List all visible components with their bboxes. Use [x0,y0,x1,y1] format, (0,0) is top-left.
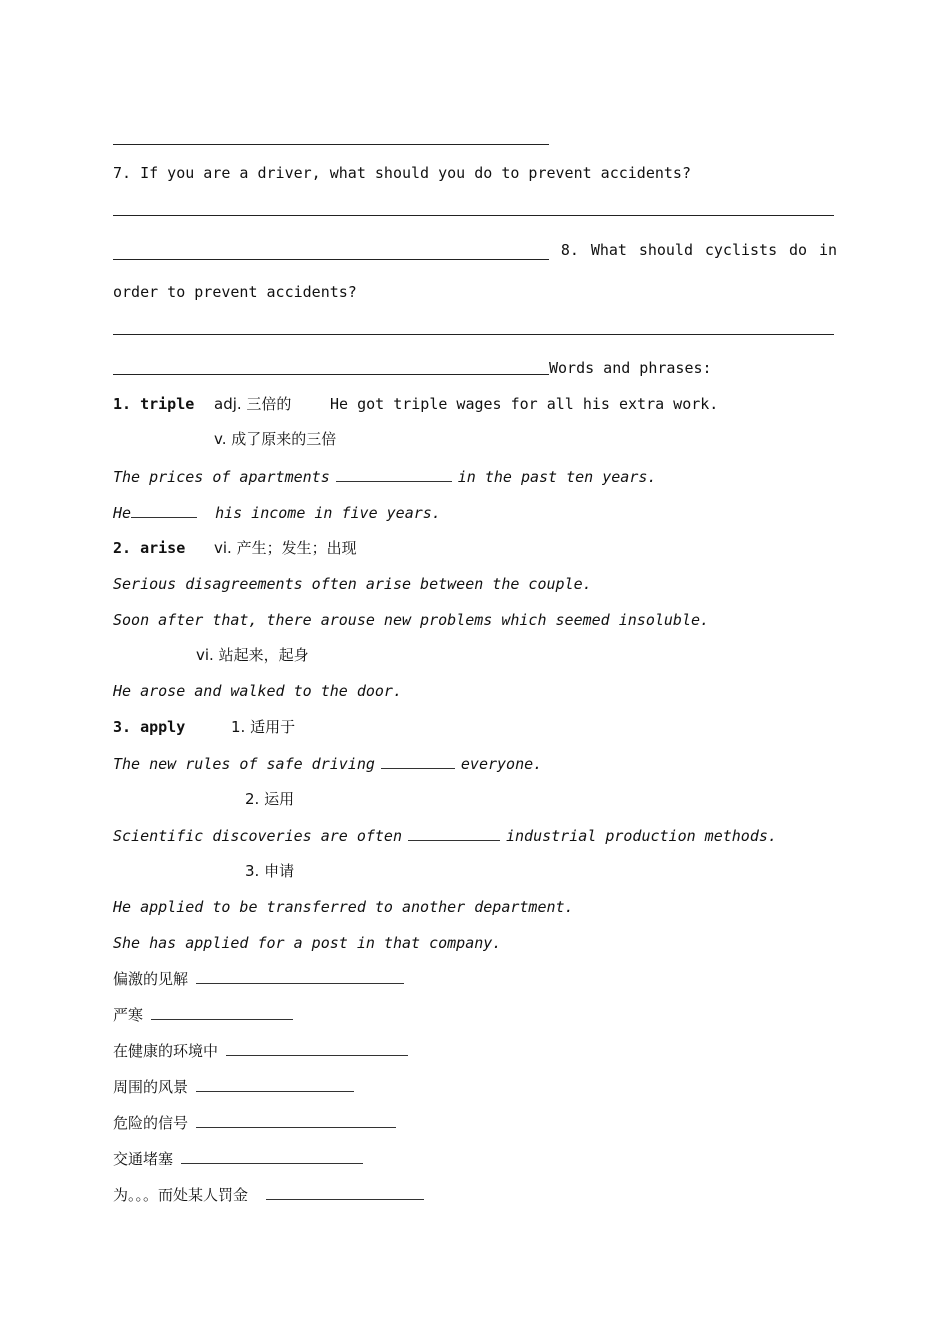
phrase-item [113,1148,369,1169]
blank-input[interactable] [226,1040,408,1056]
phrase-text: 偏激的见解 [113,970,189,988]
phrase-item [113,1076,360,1097]
q8-word: 8. [560,241,579,259]
example-sentence: He applied to be transferred to another department. [113,898,574,916]
phrase-text: 周围的风景 [113,1078,189,1096]
sense-1: 1. 适用于 [231,718,296,736]
sentence-part: everyone. [460,755,543,773]
phrase-item [113,1184,430,1205]
phrase-item [113,1004,299,1025]
sense-verb: v. 成了原来的三倍 [214,430,337,448]
phrase-item [113,1040,414,1061]
question-7: 7. If you are a driver, what should you do to prevent accidents? [113,164,691,182]
sense-vi: vi. 产生；发生；出现 [214,539,357,557]
sense-3: 3. 申请 [245,862,295,880]
q8-word: What [590,241,627,259]
example-sentence: Serious disagreements often arise between the couple. [113,575,592,593]
sentence-part: He [113,504,132,522]
example-sentence: He got triple wages for all his extra work. [330,395,719,413]
answer-line [113,215,834,216]
example-sentence: She has applied for a post in that company. [113,934,502,952]
phrase-text: 危险的信号 [113,1114,189,1132]
section-title: Words and phrases: [549,359,712,377]
sentence-part: his income in five years. [215,504,441,522]
q8-word: cyclists [704,241,778,259]
blank-input[interactable] [336,466,452,482]
blank-input[interactable] [381,753,455,769]
phrase-text: 在健康的环境中 [113,1042,219,1060]
sentence-part: Scientific discoveries are often [113,827,402,845]
phrase-item [113,968,410,989]
phrase-text: 严寒 [113,1006,144,1024]
fill-sentence [113,753,542,774]
example-sentence: Soon after that, there arouse new problems which seemed insoluble. [113,611,710,629]
sense-2: 2. 运用 [245,790,295,808]
blank-input[interactable] [131,502,197,518]
answer-line [113,374,549,375]
q8-word: do [789,241,808,259]
sentence-part: industrial production methods. [505,827,777,845]
sense-vi: vi. 站起来，起身 [196,646,309,664]
fill-sentence [113,466,656,487]
fill-sentence [113,825,777,846]
blank-input[interactable] [151,1004,293,1020]
phrase-text: 交通堵塞 [113,1150,174,1168]
blank-input[interactable] [196,1112,396,1128]
phrase-text: 为。。。而处某人罚金 [113,1186,249,1204]
blank-input[interactable] [181,1148,363,1164]
phrase-item [113,1112,402,1133]
sentence-part: in the past ten years. [457,468,657,486]
headword-triple: 1. triple [113,395,195,413]
sense-adj: adj. 三倍的 [214,395,292,413]
example-sentence: He arose and walked to the door. [113,682,402,700]
headword-arise: 2. arise [113,539,186,557]
blank-input[interactable] [196,1076,354,1092]
answer-line [113,144,549,145]
blank-input[interactable] [408,825,500,841]
blank-input[interactable] [266,1184,424,1200]
answer-line [113,334,834,335]
question-8-line [113,240,837,260]
headword-apply: 3. apply [113,718,186,736]
q8-word: in [818,241,837,259]
answer-underline [113,245,549,260]
blank-input[interactable] [196,968,404,984]
sentence-part: The new rules of safe driving [113,755,375,773]
question-8-continued: order to prevent accidents? [113,283,357,301]
q8-word: should [638,241,693,259]
fill-sentence [113,502,441,523]
sentence-part: The prices of apartments [113,468,330,486]
